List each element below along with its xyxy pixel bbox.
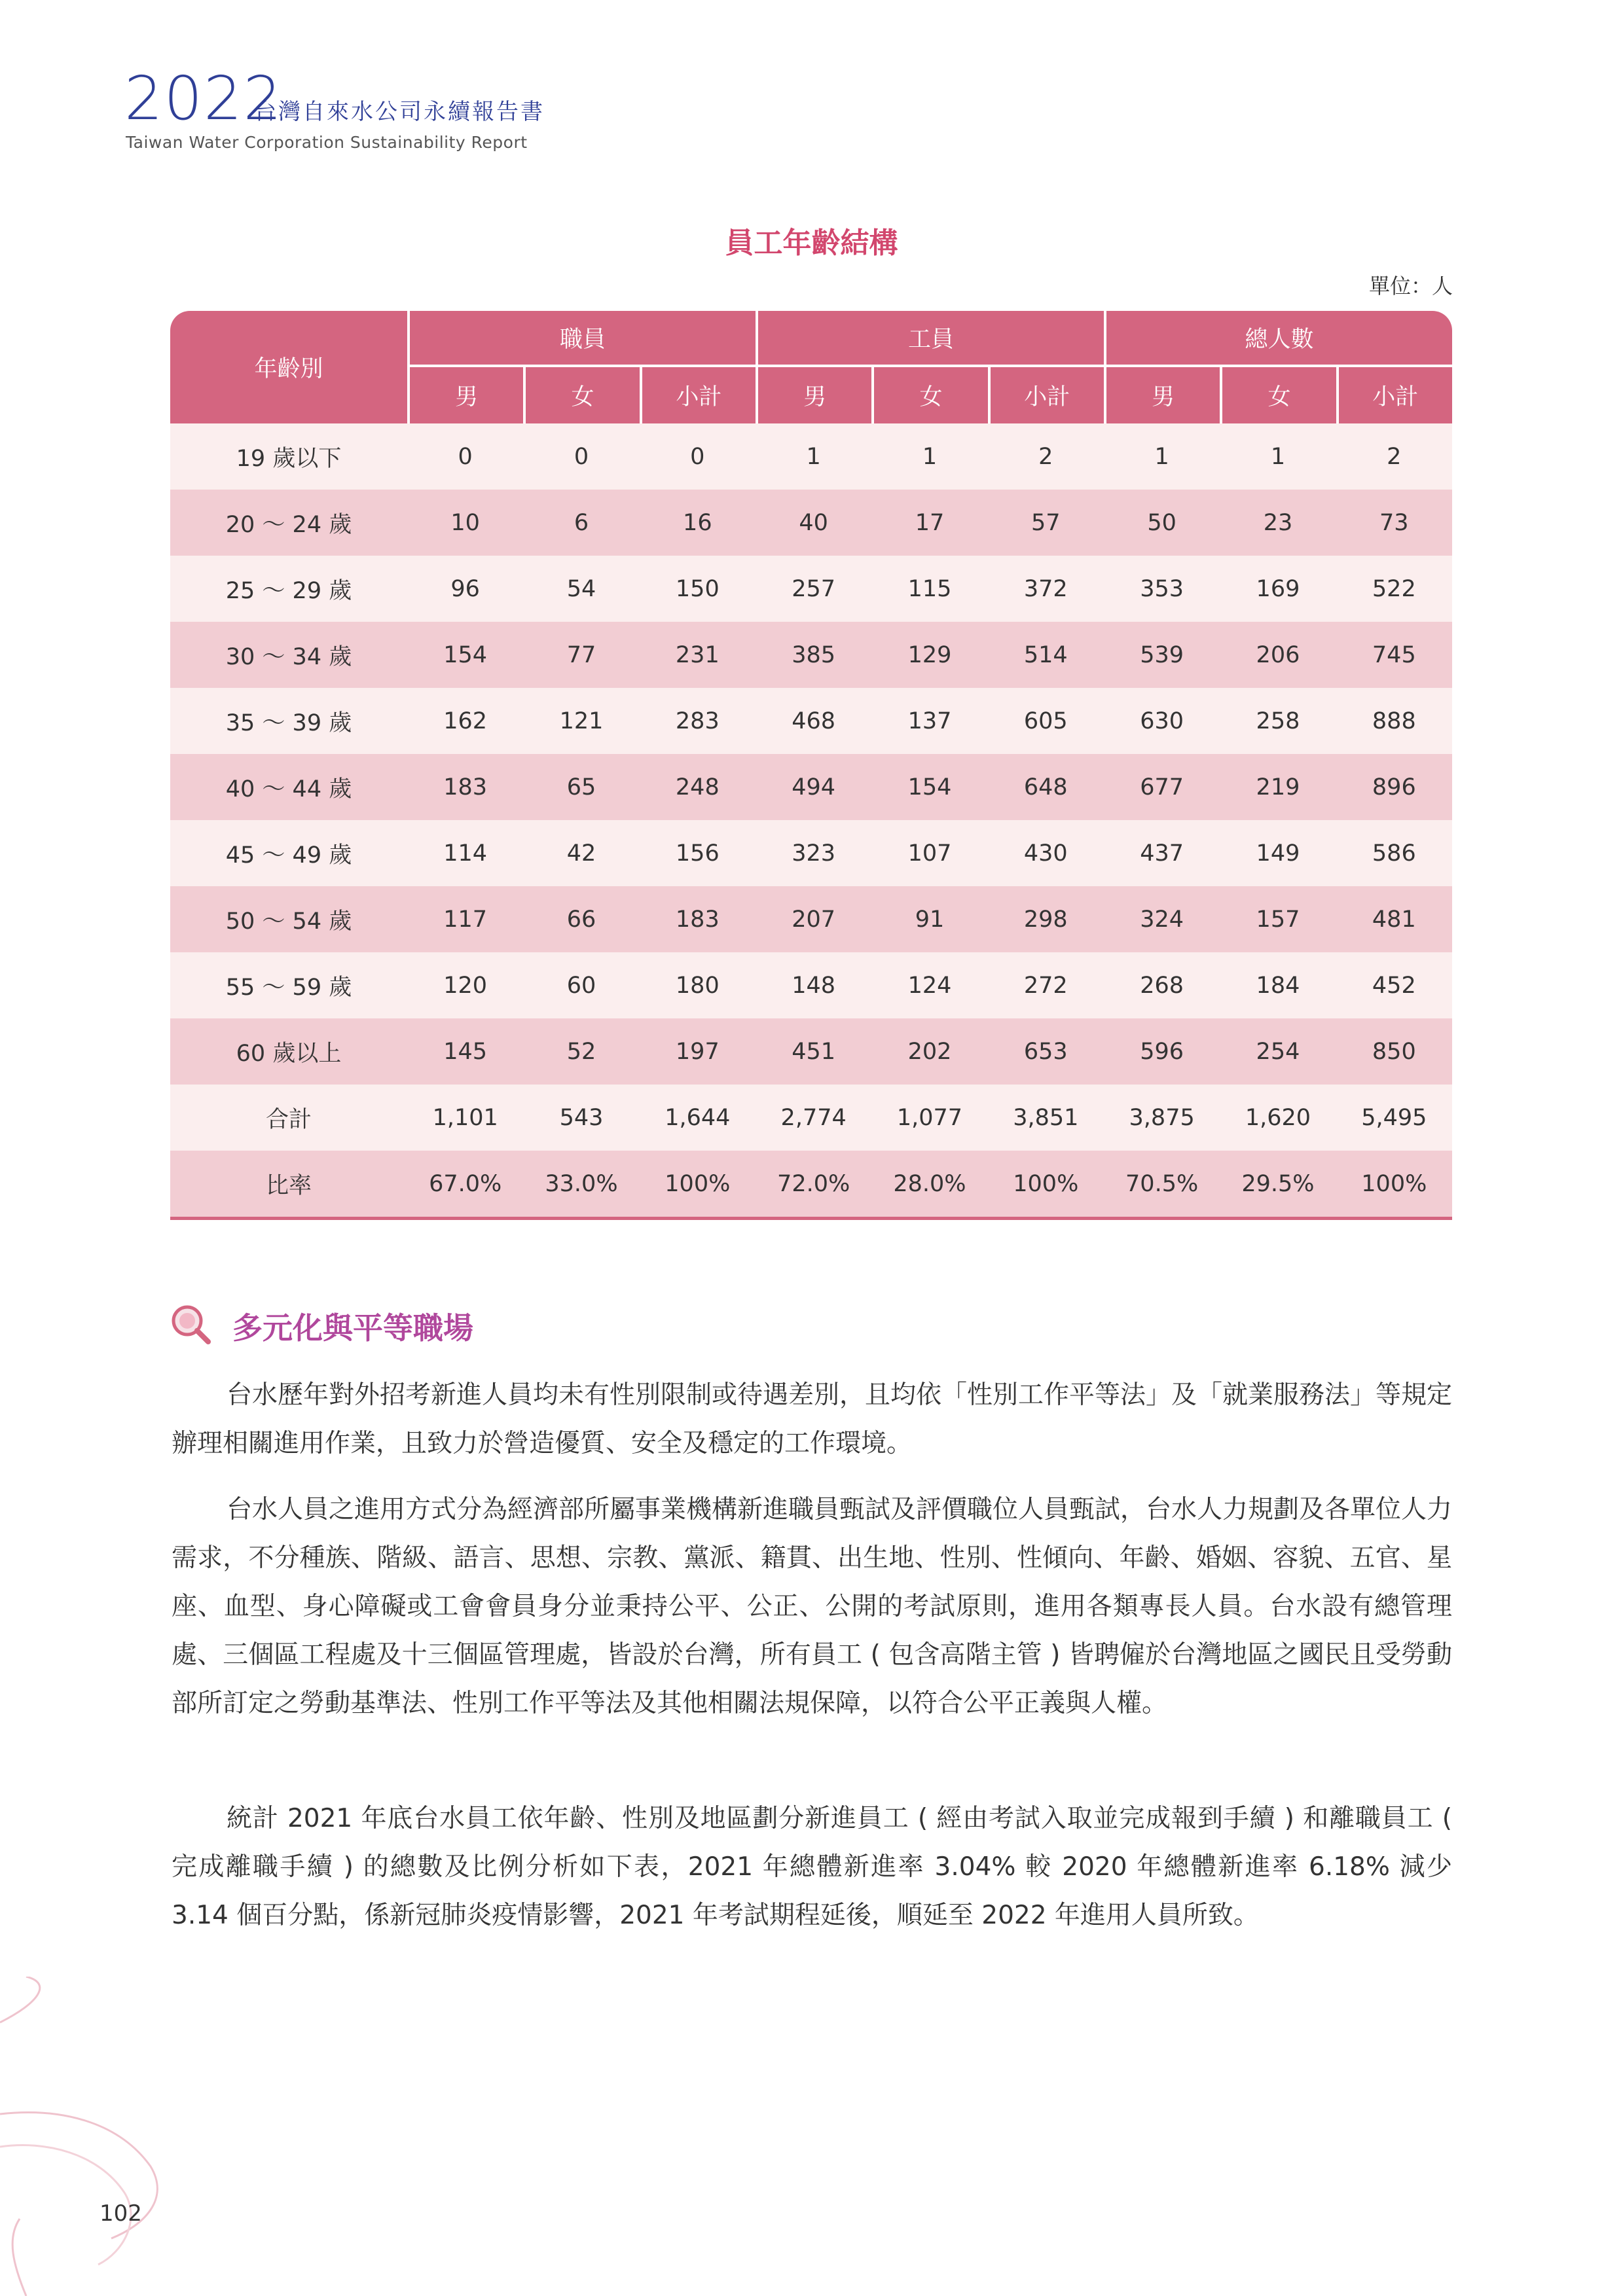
table-cell: 298 <box>988 886 1104 952</box>
table-cell: 28.0% <box>871 1151 987 1220</box>
table-cell: 65 <box>523 754 639 820</box>
table-row <box>170 490 1452 556</box>
row-label: 25 ～ 29 歲 <box>170 556 407 622</box>
table-cell: 0 <box>640 423 756 490</box>
table-cell: 73 <box>1336 490 1452 556</box>
row-label: 45 ～ 49 歲 <box>170 820 407 886</box>
paragraph-1: 台水歷年對外招考新進人員均未有性別限制或待遇差別，且均依「性別工作平等法」及「就業服務法」等規定辦理相關進用作業，且致力於營造優質、安全及穩定的工作環境。 <box>172 1380 1453 1458</box>
row-label: 比率 <box>170 1151 407 1220</box>
table-cell: 1,101 <box>407 1085 523 1151</box>
table-cell: 67.0% <box>407 1151 523 1220</box>
decorative-swirl <box>0 1977 170 2296</box>
table-cell: 2,774 <box>756 1085 871 1151</box>
table-cell: 70.5% <box>1104 1151 1220 1220</box>
table-row <box>170 688 1452 754</box>
table-cell: 145 <box>407 1018 523 1085</box>
subheader-subtotal: 小計 <box>988 367 1104 423</box>
row-label: 19 歲以下 <box>170 423 407 490</box>
table-cell: 451 <box>756 1018 871 1085</box>
table-cell: 353 <box>1104 556 1220 622</box>
table-cell: 23 <box>1220 490 1336 556</box>
group-header-staff: 職員 <box>407 311 756 367</box>
table-cell: 66 <box>523 886 639 952</box>
group-header-total: 總人數 <box>1104 311 1452 367</box>
table-row <box>170 886 1452 952</box>
table-row <box>170 952 1452 1018</box>
table-cell: 1 <box>1104 423 1220 490</box>
table-cell: 324 <box>1104 886 1220 952</box>
table-row <box>170 423 1452 490</box>
paragraph-2: 台水人員之進用方式分為經濟部所屬事業機構新進職員甄試及評價職位人員甄試，台水人力規劃及各單位人力需求，不分種族、階級、語言、思想、宗教、黨派、籍貫、出生地、性別、性傾向、年齡、婚姻、容貌、五官、星座、血型、身心障礙或工會會員身分並秉持公平、公正、公開的考試原則，進用各類專長人員。台水設有總管理處、三個區工程處及十三個區管理處，皆設於台灣，所有員工 ( 包含高階主管 ) 皆聘僱於台灣地區之國民且受勞動部所訂定之勞動基準法、性別工作平等法及其他相關法規保障，以符合公平正義與人權。 <box>172 1495 1453 1718</box>
table-cell: 653 <box>988 1018 1104 1085</box>
section-title: 多元化與平等職場 <box>232 1310 473 1346</box>
table-cell: 54 <box>523 556 639 622</box>
table-cell: 17 <box>871 490 987 556</box>
table-cell: 2 <box>1336 423 1452 490</box>
group-header-workers: 工員 <box>756 311 1104 367</box>
table-cell: 596 <box>1104 1018 1220 1085</box>
table-cell: 272 <box>988 952 1104 1018</box>
table-cell: 648 <box>988 754 1104 820</box>
table-cell: 156 <box>640 820 756 886</box>
table-cell: 50 <box>1104 490 1220 556</box>
table-row <box>170 556 1452 622</box>
row-label: 55 ～ 59 歲 <box>170 952 407 1018</box>
row-label: 40 ～ 44 歲 <box>170 754 407 820</box>
subheader-subtotal: 小計 <box>640 367 756 423</box>
subheader-male: 男 <box>756 367 871 423</box>
report-title-en: Taiwan Water Corporation Sustainability Report <box>126 133 528 152</box>
age-structure-table <box>170 311 1452 1220</box>
table-cell: 115 <box>871 556 987 622</box>
table-cell: 888 <box>1336 688 1452 754</box>
table-cell: 0 <box>523 423 639 490</box>
table-cell: 124 <box>871 952 987 1018</box>
table-cell: 1 <box>1220 423 1336 490</box>
subheader-male: 男 <box>1104 367 1220 423</box>
table-cell: 16 <box>640 490 756 556</box>
row-label: 20 ～ 24 歲 <box>170 490 407 556</box>
table-cell: 197 <box>640 1018 756 1085</box>
table-cell: 150 <box>640 556 756 622</box>
table-cell: 117 <box>407 886 523 952</box>
report-title-zh: 台灣自來水公司永續報告書 <box>254 99 545 125</box>
table-cell: 850 <box>1336 1018 1452 1085</box>
table-cell: 42 <box>523 820 639 886</box>
table-cell: 1 <box>756 423 871 490</box>
table-cell: 10 <box>407 490 523 556</box>
table-cell: 33.0% <box>523 1151 639 1220</box>
table-cell: 162 <box>407 688 523 754</box>
table-row <box>170 1151 1452 1220</box>
table-cell: 248 <box>640 754 756 820</box>
table-cell: 430 <box>988 820 1104 886</box>
table-cell: 96 <box>407 556 523 622</box>
table-cell: 3,875 <box>1104 1085 1220 1151</box>
table-cell: 323 <box>756 820 871 886</box>
table-cell: 100% <box>640 1151 756 1220</box>
table-cell: 1,644 <box>640 1085 756 1151</box>
subheader-male: 男 <box>407 367 523 423</box>
table-row <box>170 754 1452 820</box>
table-cell: 258 <box>1220 688 1336 754</box>
row-label: 50 ～ 54 歲 <box>170 886 407 952</box>
table-cell: 183 <box>407 754 523 820</box>
table-cell: 268 <box>1104 952 1220 1018</box>
table-cell: 57 <box>988 490 1104 556</box>
table-cell: 677 <box>1104 754 1220 820</box>
paragraph-3: 統計 2021 年底台水員工依年齡、性別及地區劃分新進員工 ( 經由考試入取並完成報到手續 ) 和離職員工 ( 完成離職手續 ) 的總數及比例分析如下表，2021 年總體新進率 3.04% 較 2020 年總體新進率 6.18% 減少 3.14 個百分點，係新冠肺炎疫情影響，2021 年考試期程延後，順延至 2022 年進用人員所致。 <box>172 1804 1452 1930</box>
table-cell: 169 <box>1220 556 1336 622</box>
table-cell: 149 <box>1220 820 1336 886</box>
table-cell: 481 <box>1336 886 1452 952</box>
table-cell: 630 <box>1104 688 1220 754</box>
table-cell: 283 <box>640 688 756 754</box>
subheader-female: 女 <box>871 367 987 423</box>
table-cell: 207 <box>756 886 871 952</box>
table-cell: 1,620 <box>1220 1085 1336 1151</box>
table-cell: 183 <box>640 886 756 952</box>
table-cell: 1 <box>871 423 987 490</box>
table-cell: 231 <box>640 622 756 688</box>
row-label: 35 ～ 39 歲 <box>170 688 407 754</box>
table-cell: 745 <box>1336 622 1452 688</box>
table-cell: 114 <box>407 820 523 886</box>
table-cell: 494 <box>756 754 871 820</box>
table-cell: 107 <box>871 820 987 886</box>
table-cell: 180 <box>640 952 756 1018</box>
table-cell: 206 <box>1220 622 1336 688</box>
row-label: 合計 <box>170 1085 407 1151</box>
unit-label: 單位：人 <box>1368 274 1453 298</box>
table-cell: 514 <box>988 622 1104 688</box>
subheader-female: 女 <box>523 367 639 423</box>
magnifier-icon <box>169 1302 212 1346</box>
table-cell: 91 <box>871 886 987 952</box>
table-cell: 543 <box>523 1085 639 1151</box>
table-cell: 372 <box>988 556 1104 622</box>
table-cell: 52 <box>523 1018 639 1085</box>
table-cell: 40 <box>756 490 871 556</box>
table-row <box>170 622 1452 688</box>
table-title: 員工年齡結構 <box>725 226 898 260</box>
table-cell: 137 <box>871 688 987 754</box>
table-cell: 148 <box>756 952 871 1018</box>
subheader-female: 女 <box>1220 367 1336 423</box>
table-row <box>170 1085 1452 1151</box>
table-cell: 100% <box>1336 1151 1452 1220</box>
table-cell: 2 <box>988 423 1104 490</box>
table-cell: 120 <box>407 952 523 1018</box>
table-cell: 1,077 <box>871 1085 987 1151</box>
table-cell: 0 <box>407 423 523 490</box>
report-year: 2022 <box>124 63 283 134</box>
table-cell: 154 <box>407 622 523 688</box>
row-label: 60 歲以上 <box>170 1018 407 1085</box>
table-cell: 6 <box>523 490 639 556</box>
table-cell: 896 <box>1336 754 1452 820</box>
table-cell: 219 <box>1220 754 1336 820</box>
table-body <box>170 423 1452 1220</box>
table-cell: 452 <box>1336 952 1452 1018</box>
table-cell: 468 <box>756 688 871 754</box>
table-cell: 586 <box>1336 820 1452 886</box>
column-header-age-group: 年齡別 <box>170 311 407 423</box>
table-row <box>170 1018 1452 1085</box>
subheader-subtotal: 小計 <box>1336 367 1452 423</box>
table-cell: 60 <box>523 952 639 1018</box>
table-cell: 5,495 <box>1336 1085 1452 1151</box>
table-cell: 254 <box>1220 1018 1336 1085</box>
table-row <box>170 820 1452 886</box>
table-cell: 129 <box>871 622 987 688</box>
page-number: 102 <box>100 2200 142 2227</box>
table-cell: 257 <box>756 556 871 622</box>
table-cell: 202 <box>871 1018 987 1085</box>
table-cell: 437 <box>1104 820 1220 886</box>
table-cell: 121 <box>523 688 639 754</box>
table-cell: 539 <box>1104 622 1220 688</box>
table-cell: 522 <box>1336 556 1452 622</box>
table-cell: 605 <box>988 688 1104 754</box>
table-cell: 29.5% <box>1220 1151 1336 1220</box>
table-cell: 77 <box>523 622 639 688</box>
table-cell: 100% <box>988 1151 1104 1220</box>
table-cell: 157 <box>1220 886 1336 952</box>
table-cell: 385 <box>756 622 871 688</box>
table-cell: 72.0% <box>756 1151 871 1220</box>
table-cell: 154 <box>871 754 987 820</box>
row-label: 30 ～ 34 歲 <box>170 622 407 688</box>
table-cell: 3,851 <box>988 1085 1104 1151</box>
table-cell: 184 <box>1220 952 1336 1018</box>
